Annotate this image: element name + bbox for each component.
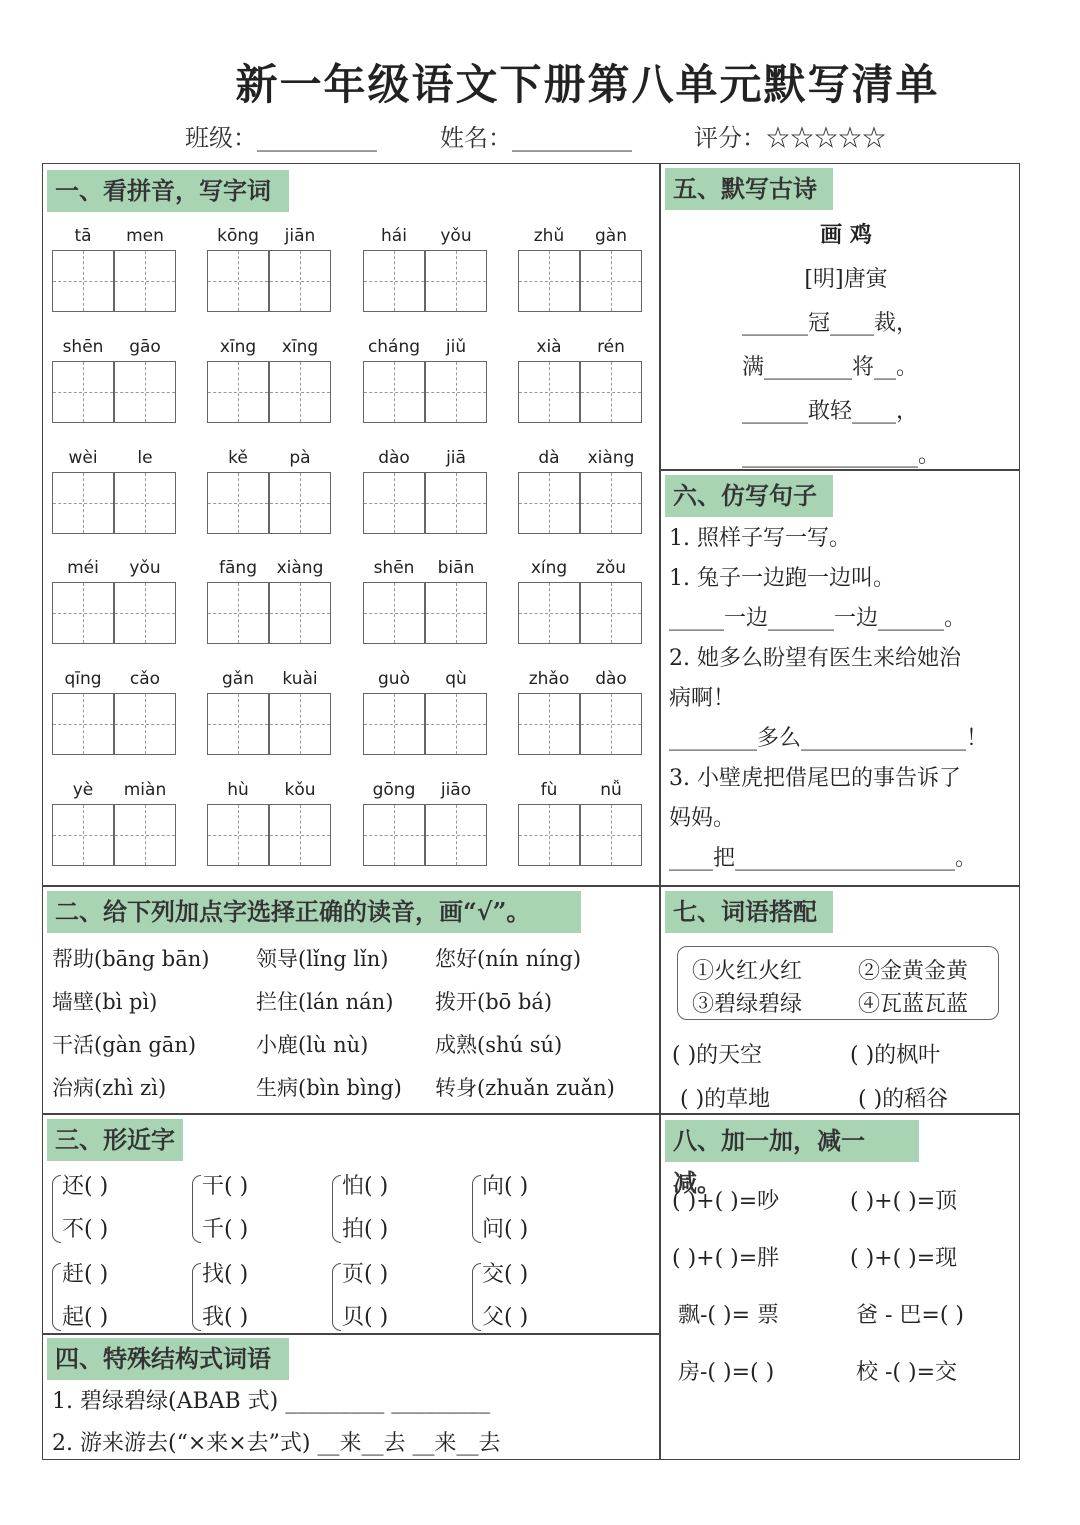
- pinyin-label: nǚ: [600, 780, 622, 800]
- writing-grid-box[interactable]: [269, 361, 331, 423]
- similar-char-item[interactable]: 还( ): [62, 1174, 109, 1199]
- pinyin-label: zhǔ: [533, 226, 565, 246]
- section-sentences-header: 六、仿写句子: [665, 475, 833, 517]
- sentence-line: ________多么_______________！: [669, 726, 989, 751]
- pinyin-label: biān: [437, 558, 475, 578]
- writing-grid-box[interactable]: [114, 582, 176, 644]
- pinyin-label: miàn: [123, 780, 167, 800]
- section-pinyin-header: 一、看拼音，写字词: [47, 170, 289, 212]
- pinyin-label: hù: [227, 780, 249, 800]
- poem-author: [明]唐寅: [804, 267, 888, 292]
- writing-grid-box[interactable]: [518, 804, 580, 866]
- writing-grid-box[interactable]: [518, 361, 580, 423]
- pinyin-label: cǎo: [129, 669, 161, 689]
- sentence-line: 3. 小壁虎把借尾巴的事告诉了: [669, 766, 961, 791]
- brace-icon: [472, 1175, 481, 1243]
- similar-char-item[interactable]: 起( ): [62, 1305, 109, 1330]
- pinyin-label: yè: [72, 780, 94, 800]
- pinyin-label: jiāo: [440, 780, 472, 800]
- word-option: ②金黄金黄: [858, 959, 969, 984]
- equation-item[interactable]: 爸 - 巴=( ): [856, 1303, 965, 1328]
- pinyin-label: xià: [536, 337, 562, 357]
- poem-line-1: ______冠____裁，: [742, 311, 919, 336]
- writing-grid-box[interactable]: [425, 472, 487, 534]
- pronunciation-item[interactable]: 拨开(bō bá): [435, 990, 553, 1014]
- writing-grid-box[interactable]: [518, 472, 580, 534]
- pronunciation-item[interactable]: 小鹿(lù nù): [256, 1033, 369, 1057]
- pinyin-label: yǒu: [440, 226, 472, 246]
- similar-char-item[interactable]: 赶( ): [62, 1262, 109, 1287]
- pinyin-label: gōng: [372, 780, 416, 800]
- brace-icon: [332, 1175, 341, 1243]
- similar-char-item[interactable]: 向( ): [482, 1174, 529, 1199]
- poem-line-3: ______敢轻____，: [742, 399, 919, 424]
- special-words-line-1: 1. 碧绿碧绿(ABAB 式) _________ _________: [52, 1389, 491, 1414]
- writing-grid-box[interactable]: [580, 804, 642, 866]
- equation-item[interactable]: ( )+( )=胖: [672, 1246, 780, 1271]
- similar-char-item[interactable]: 问( ): [482, 1217, 529, 1242]
- similar-char-item[interactable]: 我( ): [202, 1305, 249, 1330]
- writing-grid-box[interactable]: [269, 250, 331, 312]
- sentence-line: 1. 兔子一边跑一边叫。: [669, 566, 895, 591]
- pinyin-label: qīng: [64, 669, 102, 689]
- writing-grid-box[interactable]: [580, 361, 642, 423]
- similar-char-item[interactable]: 父( ): [482, 1305, 529, 1330]
- writing-grid-box[interactable]: [114, 693, 176, 755]
- pronunciation-item[interactable]: 成熟(shú sú): [435, 1033, 563, 1057]
- pinyin-label: dào: [378, 448, 410, 468]
- sentence-line: 2. 她多么盼望有医生来给她治: [669, 646, 961, 671]
- pinyin-label: men: [126, 226, 164, 246]
- pinyin-label: kōng: [217, 226, 259, 246]
- writing-grid-box[interactable]: [114, 361, 176, 423]
- brace-icon: [472, 1263, 481, 1331]
- writing-grid-box[interactable]: [363, 250, 425, 312]
- pinyin-label: jiān: [284, 226, 316, 246]
- equation-item[interactable]: ( )+( )=现: [850, 1246, 958, 1271]
- writing-grid-box[interactable]: [425, 250, 487, 312]
- brace-icon: [192, 1263, 201, 1331]
- similar-char-item[interactable]: 不( ): [62, 1217, 109, 1242]
- similar-char-item[interactable]: 干( ): [202, 1174, 249, 1199]
- similar-char-item[interactable]: 千( ): [202, 1217, 249, 1242]
- pinyin-label: kǒu: [284, 780, 316, 800]
- pinyin-label: cháng: [367, 337, 421, 357]
- writing-grid-box[interactable]: [363, 693, 425, 755]
- writing-grid-box[interactable]: [207, 693, 269, 755]
- section-special-words-header: 四、特殊结构式词语: [47, 1338, 289, 1380]
- pinyin-label: pà: [289, 448, 311, 468]
- pinyin-label: jiǔ: [445, 337, 467, 357]
- writing-grid-box[interactable]: [269, 804, 331, 866]
- pronunciation-item[interactable]: 生病(bìn bìng): [256, 1076, 402, 1100]
- section-similar-chars-header: 三、形近字: [47, 1119, 183, 1161]
- pinyin-label: gàn: [595, 226, 627, 246]
- section-add-subtract-header: 八、加一加，减一减。: [665, 1120, 919, 1162]
- brace-icon: [192, 1175, 201, 1243]
- pinyin-label: gāo: [129, 337, 161, 357]
- match-blank[interactable]: ( )的稻谷: [858, 1087, 949, 1112]
- writing-grid-box[interactable]: [518, 582, 580, 644]
- sentence-line: 妈妈。: [669, 806, 736, 831]
- writing-grid-box[interactable]: [580, 693, 642, 755]
- pinyin-label: xiàng: [276, 558, 324, 578]
- writing-grid-box[interactable]: [269, 582, 331, 644]
- writing-grid-box[interactable]: [518, 693, 580, 755]
- pinyin-label: dà: [538, 448, 560, 468]
- brace-icon: [52, 1263, 61, 1331]
- word-option: ④瓦蓝瓦蓝: [858, 992, 969, 1017]
- pinyin-label: dào: [595, 669, 627, 689]
- writing-grid-box[interactable]: [269, 472, 331, 534]
- pinyin-label: kuài: [282, 669, 318, 689]
- sentence-line: ____把____________________。: [669, 846, 978, 871]
- pronunciation-item[interactable]: 帮助(bāng bān): [52, 947, 210, 971]
- class-field[interactable]: 班级：__________: [185, 124, 377, 152]
- writing-grid-box[interactable]: [207, 804, 269, 866]
- pinyin-label: fāng: [219, 558, 257, 578]
- similar-char-item[interactable]: 页( ): [342, 1262, 389, 1287]
- brace-icon: [332, 1263, 341, 1331]
- writing-grid-box[interactable]: [580, 472, 642, 534]
- pinyin-label: jiā: [446, 448, 466, 468]
- section-word-match-header: 七、词语搭配: [665, 891, 833, 933]
- similar-char-item[interactable]: 拍( ): [342, 1217, 389, 1242]
- pinyin-label: yǒu: [129, 558, 161, 578]
- writing-grid-box[interactable]: [363, 582, 425, 644]
- writing-grid-box[interactable]: [580, 250, 642, 312]
- pinyin-label: zhǎo: [528, 669, 570, 689]
- equation-item[interactable]: ( )+( )=顶: [850, 1189, 958, 1214]
- sentence-line: _____一边______一边______。: [669, 606, 967, 631]
- word-option: ③碧绿碧绿: [692, 992, 803, 1017]
- writing-grid-box[interactable]: [363, 361, 425, 423]
- pinyin-label: rén: [597, 337, 625, 357]
- writing-grid-box[interactable]: [207, 361, 269, 423]
- writing-grid-box[interactable]: [114, 250, 176, 312]
- writing-grid-box[interactable]: [114, 472, 176, 534]
- sentence-line: 1. 照样子写一写。: [669, 526, 851, 551]
- pinyin-label: le: [137, 448, 153, 468]
- pinyin-label: qù: [445, 669, 467, 689]
- equation-item[interactable]: 校 -( )=交: [856, 1360, 958, 1385]
- match-blank[interactable]: ( )的草地: [680, 1087, 771, 1112]
- writing-grid-box[interactable]: [518, 250, 580, 312]
- writing-grid-box[interactable]: [425, 361, 487, 423]
- page-title: 新一年级语文下册第八单元默写清单: [235, 60, 940, 109]
- pronunciation-item[interactable]: 拦住(lán nán): [256, 990, 394, 1014]
- writing-grid-box[interactable]: [207, 472, 269, 534]
- writing-grid-box[interactable]: [114, 804, 176, 866]
- word-option: ①火红火红: [692, 959, 803, 984]
- pinyin-label: wèi: [68, 448, 98, 468]
- equation-item[interactable]: 飘-( )= 票: [678, 1303, 780, 1328]
- pinyin-label: xīng: [281, 337, 319, 357]
- pinyin-label: tā: [74, 226, 92, 246]
- pinyin-label: xíng: [530, 558, 568, 578]
- pronunciation-item[interactable]: 墙壁(bì pì): [52, 990, 158, 1014]
- writing-grid-box[interactable]: [269, 693, 331, 755]
- pinyin-label: hái: [381, 226, 407, 246]
- pronunciation-item[interactable]: 转身(zhuǎn zuǎn): [435, 1076, 615, 1100]
- pronunciation-item[interactable]: 领导(lǐng lǐn): [256, 947, 389, 971]
- score-field: 评分：☆☆☆☆☆: [694, 124, 886, 152]
- similar-char-item[interactable]: 找( ): [202, 1262, 249, 1287]
- pinyin-label: xīng: [219, 337, 257, 357]
- writing-grid-box[interactable]: [52, 804, 114, 866]
- writing-grid-box[interactable]: [580, 582, 642, 644]
- writing-grid-box[interactable]: [363, 472, 425, 534]
- pronunciation-item[interactable]: 您好(nín níng): [435, 947, 582, 971]
- poem-line-4: ________________。: [742, 443, 941, 468]
- writing-grid-box[interactable]: [52, 693, 114, 755]
- section-poem-header: 五、默写古诗: [665, 168, 833, 210]
- match-blank[interactable]: ( )的枫叶: [850, 1043, 941, 1068]
- sentence-line: 病啊！: [669, 686, 736, 711]
- writing-grid-box[interactable]: [52, 472, 114, 534]
- pronunciation-item[interactable]: 干活(gàn gān): [52, 1033, 197, 1057]
- writing-grid-box[interactable]: [207, 582, 269, 644]
- pinyin-label: kě: [228, 448, 248, 468]
- special-words-line-2: 2. 游来游去(“×来×去”式) __来__去 __来__去: [52, 1431, 501, 1456]
- similar-char-item[interactable]: 怕( ): [342, 1174, 389, 1199]
- pronunciation-item[interactable]: 治病(zhì zì): [52, 1076, 167, 1100]
- similar-char-item[interactable]: 贝( ): [342, 1305, 389, 1330]
- poem-title: 画 鸡: [820, 222, 872, 248]
- equation-item[interactable]: 房-( )=( ): [678, 1360, 775, 1385]
- writing-grid-box[interactable]: [425, 582, 487, 644]
- writing-grid-box[interactable]: [207, 250, 269, 312]
- pinyin-label: shēn: [373, 558, 415, 578]
- pinyin-label: fù: [540, 780, 558, 800]
- section-pronunciation-header: 二、给下列加点字选择正确的读音，画“√”。: [47, 891, 581, 933]
- pinyin-label: shēn: [62, 337, 104, 357]
- pinyin-label: zǒu: [595, 558, 627, 578]
- writing-grid-box[interactable]: [52, 361, 114, 423]
- writing-grid-box[interactable]: [52, 582, 114, 644]
- match-blank[interactable]: ( )的天空: [672, 1043, 763, 1068]
- pinyin-label: xiàng: [587, 448, 635, 468]
- pinyin-label: méi: [67, 558, 99, 578]
- writing-grid-box[interactable]: [52, 250, 114, 312]
- equation-item[interactable]: ( )+( )=吵: [672, 1189, 780, 1214]
- pinyin-label: gǎn: [222, 669, 254, 689]
- poem-line-2: 满________将__。: [742, 355, 919, 380]
- similar-char-item[interactable]: 交( ): [482, 1262, 529, 1287]
- writing-grid-box[interactable]: [425, 693, 487, 755]
- brace-icon: [52, 1175, 61, 1243]
- pinyin-label: guò: [378, 669, 410, 689]
- writing-grid-box[interactable]: [363, 804, 425, 866]
- name-field[interactable]: 姓名：__________: [440, 124, 632, 152]
- writing-grid-box[interactable]: [425, 804, 487, 866]
